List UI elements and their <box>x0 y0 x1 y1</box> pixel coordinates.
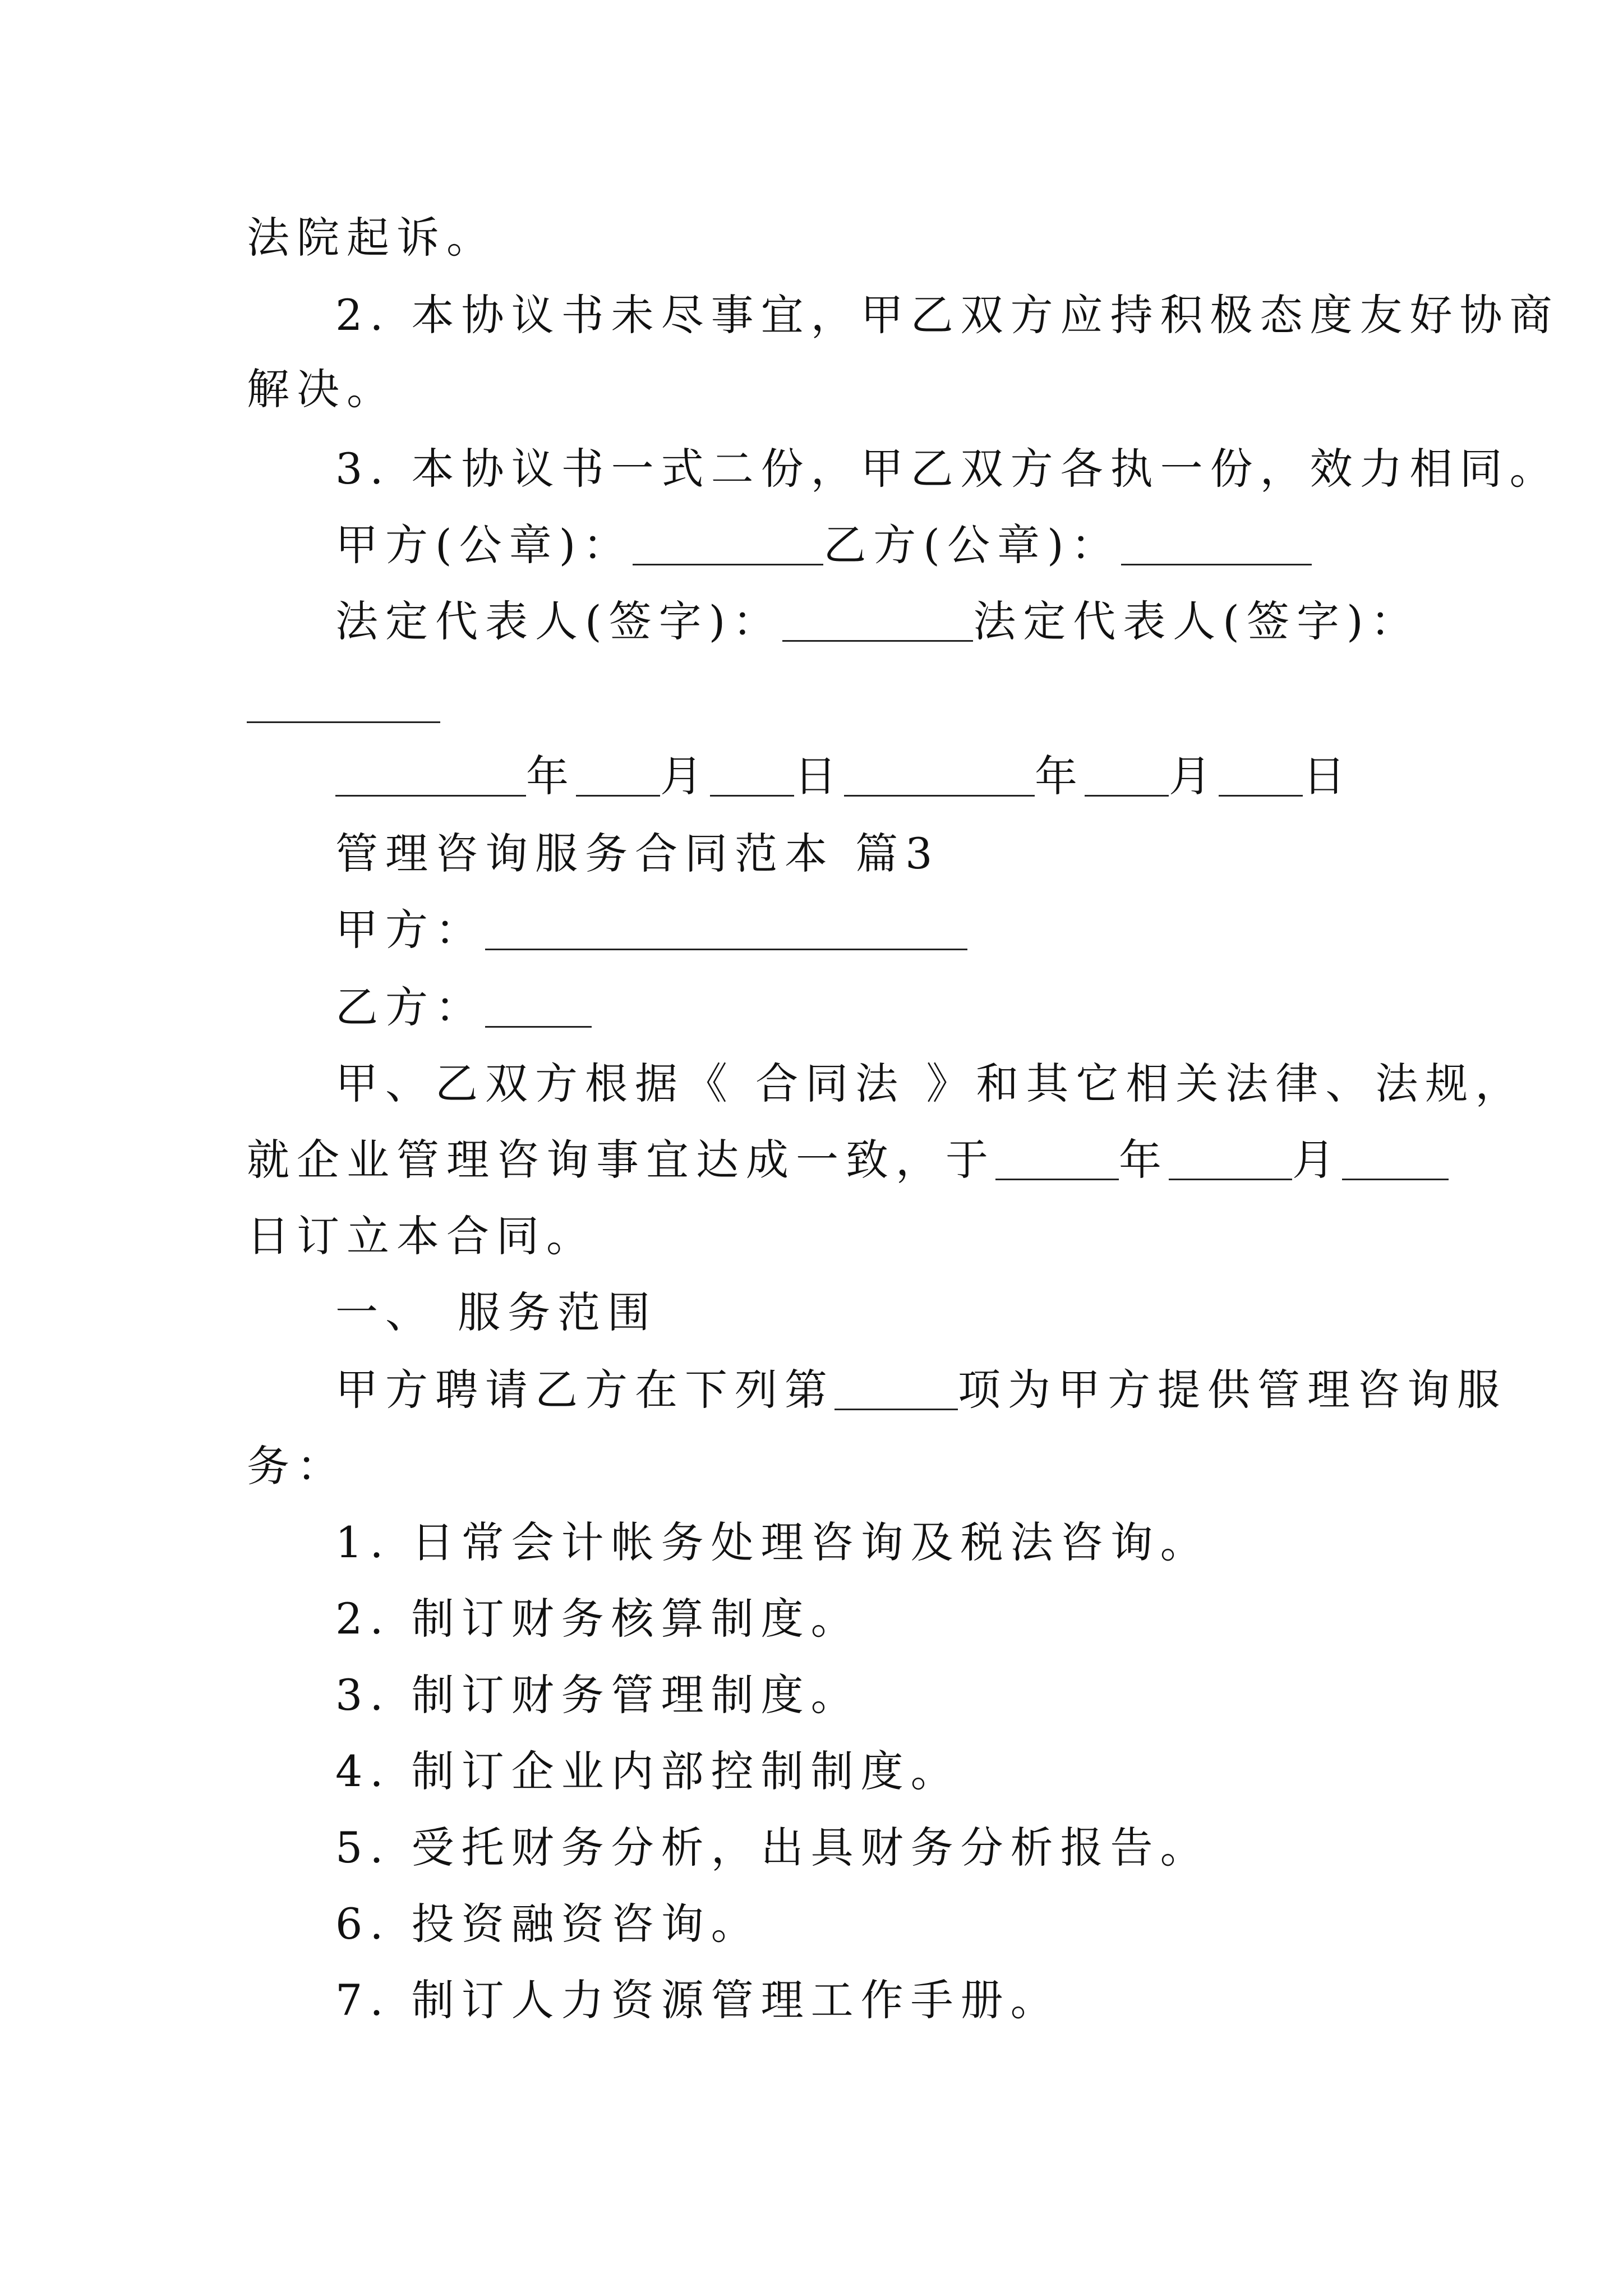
party-a-label: 甲方： <box>335 905 485 955</box>
scope-heading-number: 一、 <box>335 1287 435 1337</box>
party-a-seal-blank[interactable] <box>633 530 823 565</box>
scope-intro-continuation: 务： <box>247 1441 347 1491</box>
clause-2-continuation: 解决。 <box>247 364 396 414</box>
scope-intro-text-b: 项为甲方提供管理咨询服 <box>958 1365 1507 1415</box>
scope-item-blank[interactable] <box>834 1375 958 1410</box>
list-item: 6. 投资融资咨询。 <box>335 1899 761 1949</box>
party-a-rep-blank[interactable] <box>782 606 973 642</box>
intro-month-blank[interactable] <box>1169 1145 1292 1180</box>
scope-intro-line <box>335 1365 1507 1415</box>
party-a-line <box>335 905 967 955</box>
party-b-seal-label: 乙方(公章)： <box>823 520 1121 570</box>
date-a-year-blank[interactable] <box>335 761 526 797</box>
scope-heading-text: 服务范围 <box>458 1287 657 1337</box>
date-b-day-blank[interactable] <box>1219 761 1303 797</box>
date-a-day-label: 日 <box>794 751 844 801</box>
clause-3-line: 3. 本协议书一式二份，甲乙双方各执一份，效力相同。 <box>335 444 1560 494</box>
list-item: 1. 日常会计帐务处理咨询及税法咨询。 <box>335 1517 1210 1567</box>
intro-year-blank[interactable] <box>995 1145 1119 1180</box>
section-title: 管理咨询服务合同范本 篇3 <box>335 829 940 878</box>
clause-2-line: 2. 本协议书未尽事宜，甲乙双方应持积极态度友好协商 <box>335 290 1560 340</box>
list-item: 3. 制订财务管理制度。 <box>335 1670 861 1720</box>
paragraph-line: 法院起诉。 <box>247 213 496 263</box>
date-a-month-blank[interactable] <box>576 761 660 797</box>
intro-line-1: 甲、乙双方根据《 合同法 》和其它相关法律、法规， <box>335 1059 1525 1108</box>
party-a-blank[interactable] <box>485 915 967 950</box>
party-b-rep-blank[interactable] <box>247 721 440 723</box>
seal-signature-line <box>335 520 1312 570</box>
intro-month-label: 月 <box>1292 1135 1342 1185</box>
party-a-seal-label: 甲方(公章)： <box>335 520 633 570</box>
date-a-day-blank[interactable] <box>710 761 794 797</box>
date-a-year-label: 年 <box>526 751 576 801</box>
list-item: 7. 制订人力资源管理工作手册。 <box>335 1975 1061 2025</box>
list-item: 5. 受托财务分析，出具财务分析报告。 <box>335 1823 1210 1872</box>
party-a-rep-label: 法定代表人(签字)： <box>335 596 783 646</box>
list-item: 2. 制订财务核算制度。 <box>335 1594 861 1644</box>
representative-signature-line <box>335 596 1421 646</box>
party-b-line <box>335 982 592 1032</box>
date-line <box>335 751 1353 801</box>
date-b-year-label: 年 <box>1035 751 1085 801</box>
intro-year-label: 年 <box>1119 1135 1169 1185</box>
intro-line-2-text: 就企业管理咨询事宜达成一致，于 <box>247 1135 995 1185</box>
date-a-month-label: 月 <box>660 751 710 801</box>
scope-intro-text-a: 甲方聘请乙方在下列第 <box>335 1365 834 1415</box>
party-b-label: 乙方： <box>335 982 485 1032</box>
party-b-rep-label: 法定代表人(签字)： <box>973 596 1421 646</box>
party-b-seal-blank[interactable] <box>1121 530 1312 565</box>
intro-day-blank[interactable] <box>1342 1145 1449 1180</box>
date-b-month-label: 月 <box>1169 751 1219 801</box>
party-b-blank[interactable] <box>485 992 592 1028</box>
date-b-year-blank[interactable] <box>844 761 1035 797</box>
intro-line-2 <box>247 1135 1449 1185</box>
scope-heading <box>335 1287 657 1337</box>
list-item: 4. 制订企业内部控制制度。 <box>335 1746 961 1796</box>
date-b-month-blank[interactable] <box>1085 761 1169 797</box>
date-b-day-label: 日 <box>1303 751 1353 801</box>
intro-line-3: 日订立本合同。 <box>247 1211 596 1261</box>
